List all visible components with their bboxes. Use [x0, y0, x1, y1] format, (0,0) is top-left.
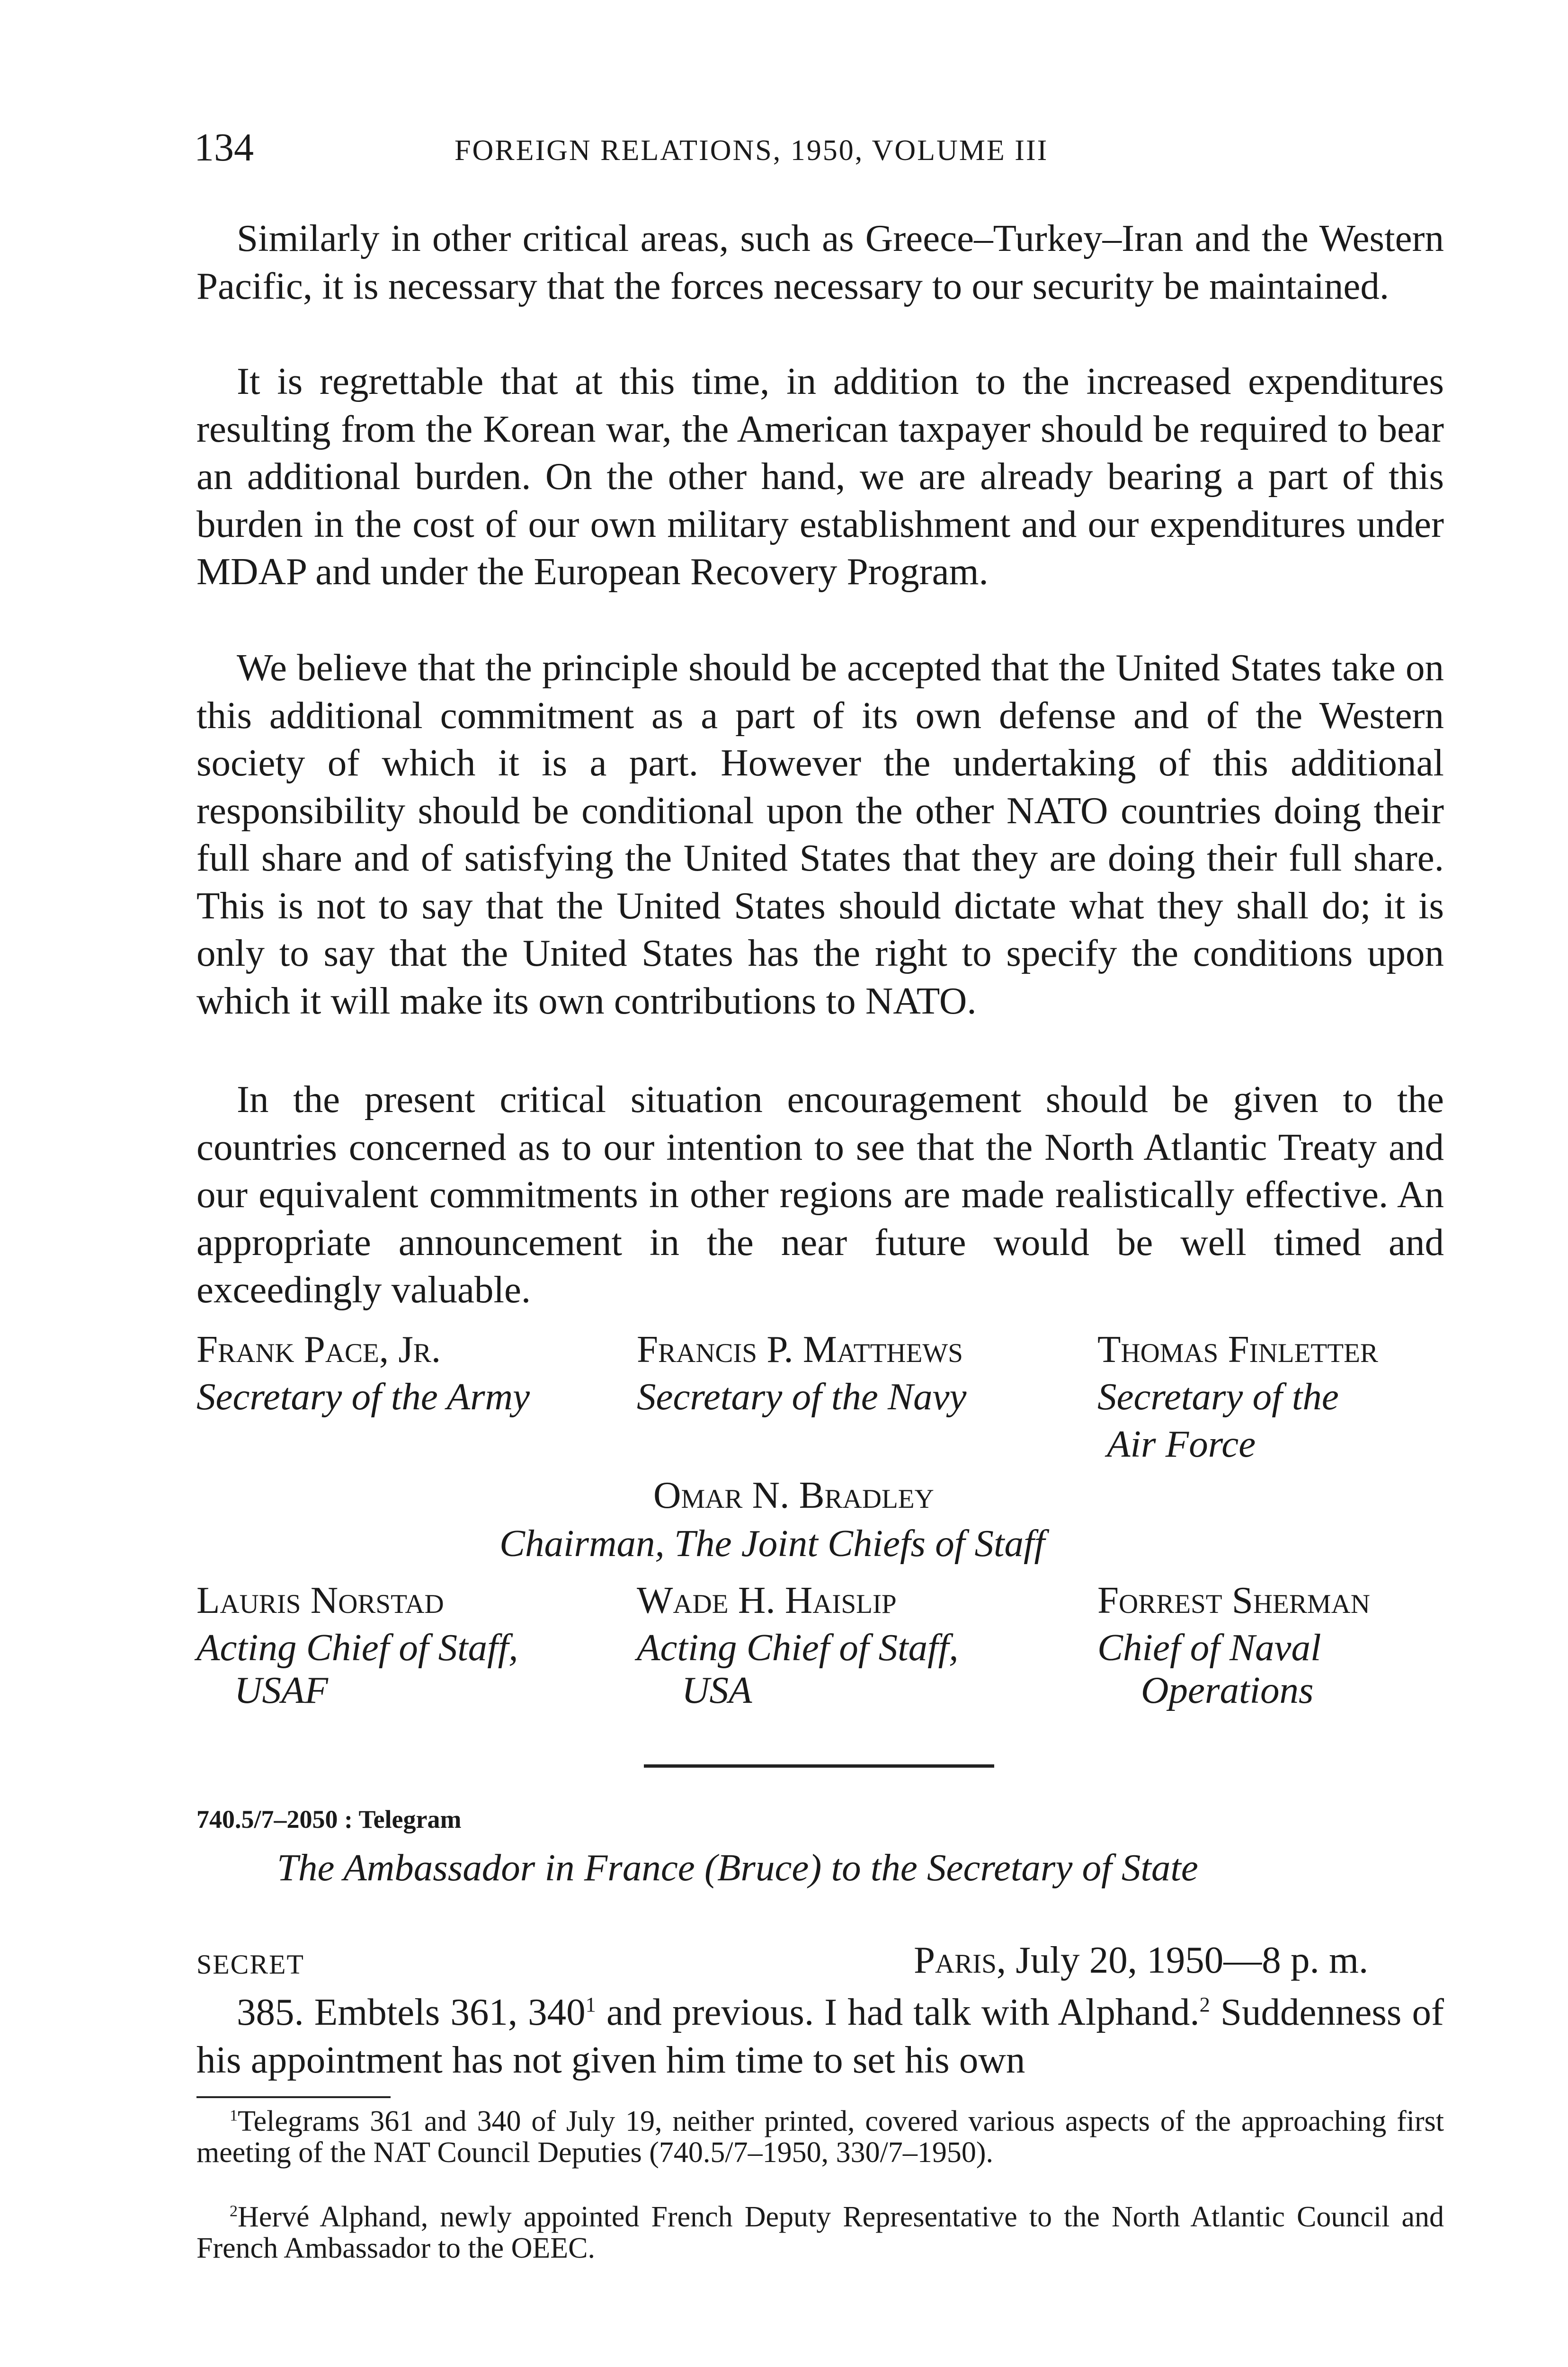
signatory-norstad-name: Lauris Norstad: [196, 1579, 444, 1621]
dateline: [914, 1936, 1368, 1984]
telegram-body-text-3: Suddenness of his appointment has not given him time to set his own: [196, 1991, 1444, 2081]
paragraph-2-text: It is regrettable that at this time, in addition to the increased expenditures resulting from the Korean war, the American taxpayer should be required to bear an additional burden. On the other hand, we are already bearing a part of this burden in the cost of our own military establishment and our expenditures under MDAP and under the European Recovery Program.: [196, 360, 1444, 593]
signatory-haislip-title-line2: USA: [682, 1669, 752, 1711]
signatory-sherman-name: Forrest Sherman: [1097, 1579, 1370, 1621]
telegram-body-text-2: and previous. I had talk with Alphand.: [596, 1991, 1200, 2033]
signatory-matthews-name: Francis P. Matthews: [637, 1328, 963, 1370]
footnote-1: [196, 2106, 1444, 2168]
signatory-finletter-title-line2: Air Force: [1107, 1423, 1256, 1465]
footnote-2: [196, 2201, 1444, 2264]
signatory-haislip-name: Wade H. Haislip: [637, 1579, 897, 1621]
footnote-1-text: Telegrams 361 and 340 of July 19, neither printed, covered various aspects of the approaching first meeting of the NAT Council Deputies (740.5/7–1950, 330/7–1950).: [196, 2105, 1444, 2169]
file-reference: 740.5/7–2050 : Telegram: [196, 1805, 462, 1833]
signatory-pace-title: Secretary of the Army: [196, 1375, 530, 1418]
section-divider: [644, 1764, 994, 1768]
footnote-1-marker: 1: [230, 2107, 238, 2125]
dateline-place: Paris,: [914, 1939, 1007, 1981]
footnote-ref-2[interactable]: 2: [1199, 1993, 1210, 2016]
paragraph-4-text: In the present critical situation encouragement should be given to the countries concerned as to our intention to see that the North Atlantic Treaty and our equivalent commitments in other regions are made realistically effective. An appropriate announcement in the near future would be well timed and exceedingly valuable.: [196, 1078, 1444, 1311]
signatory-norstad-title-line2: USAF: [234, 1669, 328, 1711]
signatory-matthews-title: Secretary of the Navy: [637, 1375, 967, 1418]
signatory-finletter-name: Thomas Finletter: [1097, 1328, 1378, 1370]
signatory-bradley-title: Chairman, The Joint Chiefs of Staff: [499, 1522, 1045, 1565]
telegram-body-text-1: 385. Embtels 361, 340: [237, 1991, 586, 2033]
footnote-ref-1[interactable]: 1: [585, 1993, 596, 2016]
signatory-sherman-title-line1: Chief of Naval: [1097, 1626, 1321, 1669]
running-title: FOREIGN RELATIONS, 1950, VOLUME III: [454, 134, 1049, 167]
telegram-body: [196, 1988, 1444, 2083]
page-number: 134: [194, 125, 254, 169]
signatory-haislip-title-line1: Acting Chief of Staff,: [637, 1626, 959, 1669]
signatory-finletter-title-line1: Secretary of the: [1097, 1375, 1339, 1418]
signatory-bradley-name: Omar N. Bradley: [653, 1474, 934, 1516]
document-heading: The Ambassador in France (Bruce) to the Secretary of State: [277, 1846, 1198, 1889]
footnote-2-marker: 2: [230, 2202, 238, 2220]
paragraph-4: [196, 1076, 1444, 1314]
signatory-norstad-title-line1: Acting Chief of Staff,: [196, 1626, 518, 1669]
paragraph-3: [196, 644, 1444, 1024]
paragraph-1-text: Similarly in other critical areas, such as Greece–Turkey–Iran and the Western Pacific, it is necessary that the forces necessary to our security be maintained.: [196, 217, 1444, 307]
footnote-2-text: Hervé Alphand, newly appointed French Deputy Representative to the North Atlantic Council and French Ambassador to the OEEC.: [196, 2201, 1444, 2264]
signatory-pace-name: Frank Pace, Jr.: [196, 1328, 441, 1370]
classification-label: SECRET: [196, 1949, 304, 1980]
paragraph-3-text: We believe that the principle should be accepted that the United States take on this additional commitment as a part of its own defense and of the Western society of which it is a part. However the undertaking of this additional responsibility should be conditional upon the other NATO countries doing their full share and of satisfying the United States that they are doing their full share. This is not to say that the United States should dictate what they shall do; it is only to say that the United States has the right to specify the conditions upon which it will make its own contributions to NATO.: [196, 646, 1444, 1022]
footnote-divider: [196, 2096, 391, 2098]
signatory-sherman-title-line2: Operations: [1141, 1669, 1314, 1711]
dateline-date: July 20, 1950—8 p. m.: [1016, 1939, 1369, 1981]
paragraph-1: [196, 214, 1444, 310]
paragraph-2: [196, 357, 1444, 596]
